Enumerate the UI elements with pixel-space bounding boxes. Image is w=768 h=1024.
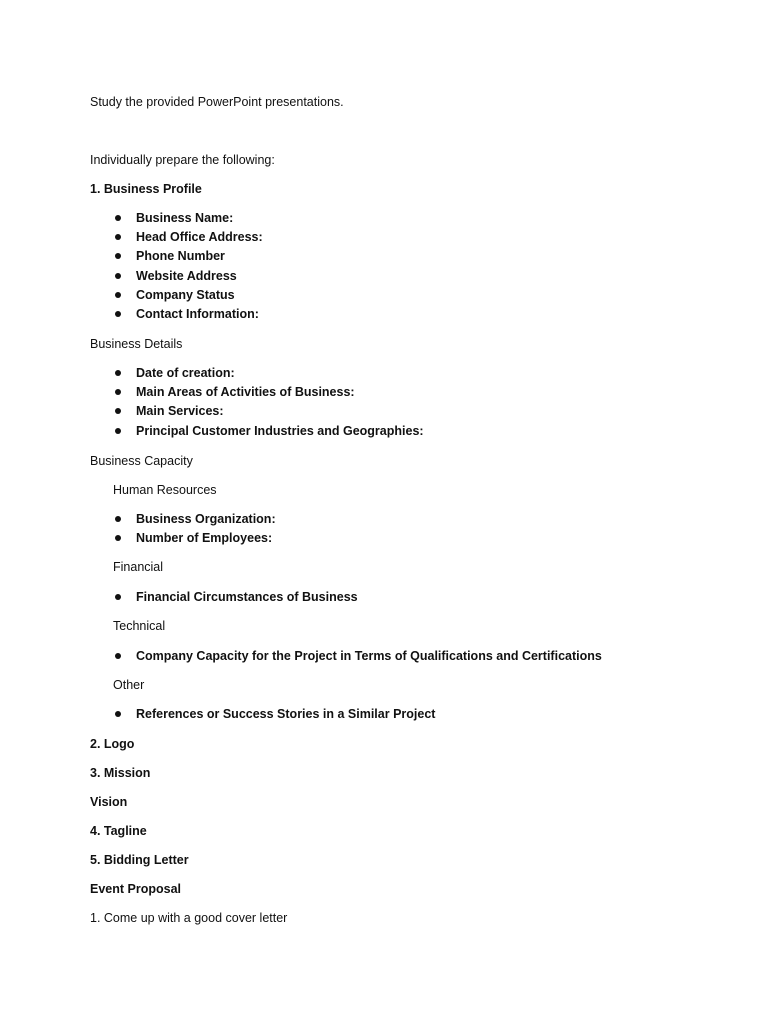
logo-heading: 2. Logo — [90, 737, 135, 751]
hr-item: Number of Employees: — [136, 531, 273, 545]
bullet-icon — [115, 408, 121, 414]
tagline-heading: 4. Tagline — [90, 824, 147, 838]
profile-item: Company Status — [136, 288, 235, 302]
profile-item: Business Name: — [136, 211, 234, 225]
other-item: References or Success Stories in a Similar Project — [136, 707, 436, 721]
other-heading: Other — [113, 678, 145, 692]
event-proposal-heading: Event Proposal — [90, 882, 181, 896]
mission-heading: 3. Mission — [90, 766, 151, 780]
details-item: Principal Customer Industries and Geographies: — [136, 424, 424, 438]
financial-heading: Financial — [113, 560, 164, 574]
business-capacity-heading: Business Capacity — [90, 454, 193, 468]
bullet-icon — [115, 389, 121, 395]
bullet-icon — [115, 428, 121, 434]
instruction-text: Individually prepare the following: — [90, 153, 275, 167]
bullet-icon — [115, 234, 121, 240]
intro-text: Study the provided PowerPoint presentations. — [90, 95, 344, 109]
vision-heading: Vision — [90, 795, 128, 809]
details-item: Main Services: — [136, 404, 224, 418]
cover-letter-item: 1. Come up with a good cover letter — [90, 911, 288, 925]
financial-item: Financial Circumstances of Business — [136, 590, 358, 604]
technical-heading: Technical — [113, 619, 166, 633]
section-business-profile-heading: 1. Business Profile — [90, 182, 202, 196]
bullet-icon — [115, 292, 121, 298]
bullet-icon — [115, 516, 121, 522]
bullet-icon — [115, 253, 121, 259]
business-details-heading: Business Details — [90, 337, 183, 351]
bullet-icon — [115, 653, 121, 659]
bullet-icon — [115, 215, 121, 221]
bullet-icon — [115, 370, 121, 376]
bullet-icon — [115, 594, 121, 600]
profile-item: Head Office Address: — [136, 230, 263, 244]
bidding-letter-heading: 5. Bidding Letter — [90, 853, 189, 867]
details-item: Main Areas of Activities of Business: — [136, 385, 355, 399]
bullet-icon — [115, 311, 121, 317]
profile-item: Website Address — [136, 269, 237, 283]
bullet-icon — [115, 711, 121, 717]
hr-item: Business Organization: — [136, 512, 276, 526]
bullet-icon — [115, 535, 121, 541]
technical-item: Company Capacity for the Project in Terms of Qualifications and Certifications — [136, 649, 602, 663]
bullet-icon — [115, 273, 121, 279]
human-resources-heading: Human Resources — [113, 483, 217, 497]
details-item: Date of creation: — [136, 366, 235, 380]
profile-item: Phone Number — [136, 249, 225, 263]
profile-item: Contact Information: — [136, 307, 259, 321]
